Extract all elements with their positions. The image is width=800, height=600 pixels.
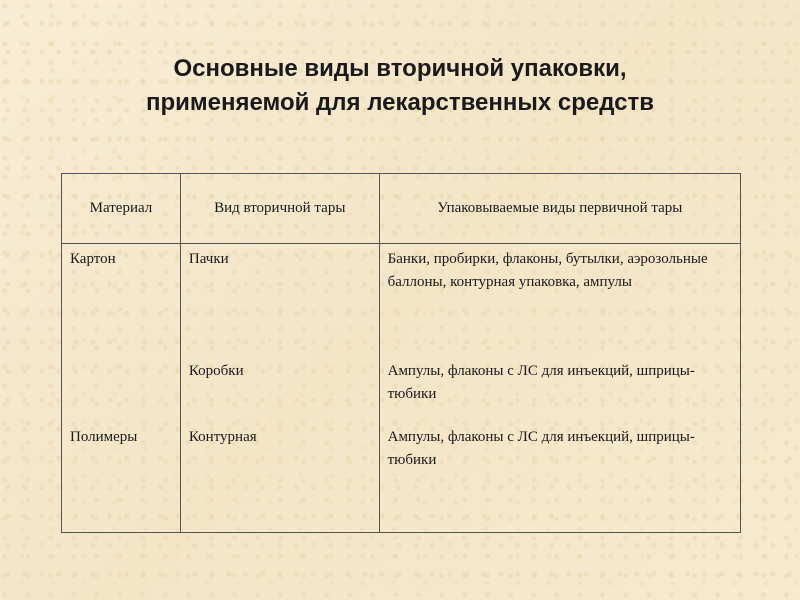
table-row: [62, 360, 741, 426]
cell-material: Картон: [62, 244, 181, 361]
cell-secondary: Контурная: [180, 426, 379, 533]
cell-primary: Ампулы, флаконы с ЛС для инъекций, шприцы-тюбики: [379, 360, 740, 426]
cell-secondary: Пачки: [180, 244, 379, 361]
cell-material: [62, 360, 181, 426]
cell-secondary: Коробки: [180, 360, 379, 426]
slide-title-line-1: Основные виды вторичной упаковки,: [173, 55, 627, 82]
slide-title-line-2: применяемой для лекарственных средств: [145, 89, 655, 116]
packaging-table: [61, 173, 741, 533]
cell-primary: Банки, пробирки, флаконы, бутылки, аэрозольные баллоны, контурная упаковка, ампулы: [379, 244, 740, 361]
header-secondary-container: Вид вторичной тары: [180, 174, 379, 244]
slide-title: [0, 52, 800, 120]
header-primary-container: Упаковываемые виды первичной тары: [379, 174, 740, 244]
cell-primary: Ампулы, флаконы с ЛС для инъекций, шприцы-тюбики: [379, 426, 740, 533]
table-row: [62, 244, 741, 361]
table-row: [62, 426, 741, 533]
header-material: Материал: [62, 174, 181, 244]
table-header-row: [62, 174, 741, 244]
cell-material: Полимеры: [62, 426, 181, 533]
